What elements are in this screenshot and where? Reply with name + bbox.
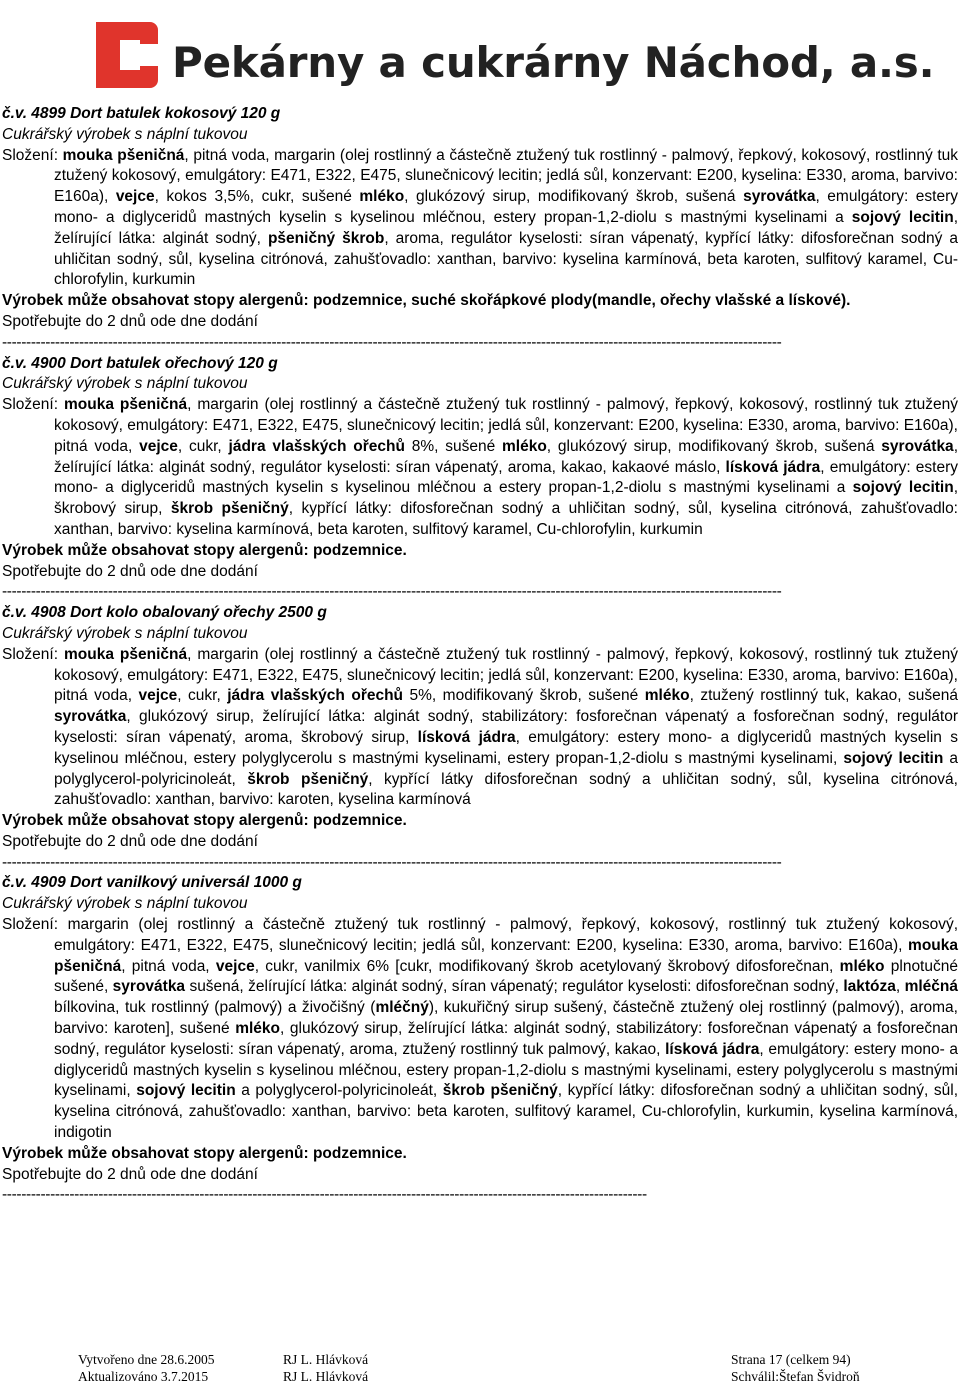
composition-text: , glukózový sirup, modifikovaný škrob, sušená [546,437,882,455]
allergen-term: mouka pšeničná [63,645,188,663]
product-composition [0,395,958,541]
allergen-term: vejce [139,437,178,455]
composition-text: , aroma, regulátor kyselosti: síran vápenatý, kypřící látky: difosforečnan sodný a uhličitan sodný, sůl, kyselina citrónová, zahušťovadlo: xanthan, barvivo: kyselina karmínová, beta karoten, sulfitový karamel, Cu-chlorofylin, kurkumin [54,229,958,289]
allergen-term: mléčná [904,978,958,996]
allergen-term: mléko [839,957,885,975]
product-expiry: Spotřebujte do 2 dnů ode dne dodání [2,832,258,850]
product-title: č.v. 4899 Dort batulek kokosový 120 g [2,105,281,122]
composition-text: , glukózový sirup, modifikovaný škrob, sušená [404,188,744,206]
composition-text: , margarin (olej rostlinný a částečně ztužený tuk rostlinný - palmový, řepkový, kokosový, rostlinný tuk ztužený kokosový, emulgátory: E471, E322, E475, slunečnicový lecitin; jedlá sůl, konzervant: E200, kyselina: E330, aroma, barvivo: E160a), pitná voda, [54,396,959,455]
allergen-term: vejce [115,188,155,206]
allergen-term: mléko [235,1020,281,1038]
allergen-term: mléko [359,188,405,206]
composition-text: 5%, modifikovaný škrob, sušené [403,687,645,705]
composition-text: 8%, sušené [404,437,502,455]
composition-text: , ztužený rostlinný tuk, kakao, sušená [689,687,958,705]
footer-author-updated: RJ L. Hlávková [283,1368,369,1384]
product-title: č.v. 4909 Dort vanilkový universál 1000 g [2,874,302,892]
allergen-term: lísková jádra [665,1040,760,1058]
composition-text: , [895,978,905,996]
composition-text: Složení: [2,146,63,164]
composition-text: , pitná voda, [121,957,216,975]
allergen-term: syrovátka [54,708,127,726]
composition-text: Složení: [2,396,64,414]
separator-line: -------------------------------------------------------------------------------------------------------------------------------------- [2,1186,647,1204]
product-entry [0,873,960,1206]
allergen-term: vejce [138,687,178,705]
product-expiry: Spotřebujte do 2 dnů ode dne dodání [2,562,258,580]
allergen-term: mouka pšeničná [62,146,185,164]
product-entry [0,354,960,604]
separator-line: ------------------------------------------------------------------------------------------------------------------------------------------------------------------ [2,853,782,871]
allergen-term: škrob pšeničný [442,1082,558,1100]
product-subtitle: Cukrářský výrobek s náplní tukovou [2,125,248,143]
footer-page-info [731,1352,860,1385]
composition-text: , cukr, vanilmix 6% [cukr, modifikovaný škrob acetylovaný škrobový difosforečnan, [254,957,840,975]
company-logo-icon [96,22,158,88]
composition-text: , cukr, [177,437,229,455]
composition-text: , pitná voda, margarin (olej rostlinný a částečně ztužený tuk rostlinný - palmový, řepkový, kokosový, rostlinný tuk ztužený kokosový, emulgátory: E471, E322, E475, slunečnicový lecitin; jedlá sůl, konzervant: E200, kyselina: E330, aroma, barvivo: E160a), [54,146,958,206]
allergen-term: syrovátka [881,437,954,455]
allergen-term: sojový lecitin [843,749,944,767]
composition-text: Složení: margarin (olej rostlinný a částečně ztužený tuk rostlinný - palmový, řepkový, kokosový, rostlinný tuk ztužený kokosový, emulgátory: E471, E322, E475, slunečnicový lecitin; jedlá sůl, konzervant: E200, kyselina: E330, aroma, barvivo: E160a), [2,916,958,954]
allergen-term: mouka pšeničná [63,396,188,414]
product-expiry: Spotřebujte do 2 dnů ode dne dodání [2,1165,258,1183]
product-title: č.v. 4908 Dort kolo obalovaný ořechy 2500 g [2,604,327,622]
product-composition [0,645,958,811]
product-allergens: Výrobek může obsahovat stopy alergenů: podzemnice. [2,541,407,559]
product-title: č.v. 4900 Dort batulek ořechový 120 g [2,354,278,372]
allergen-term: laktóza [843,978,896,996]
allergen-term: vejce [215,957,255,975]
allergen-term: lísková jádra [725,458,821,476]
product-expiry: Spotřebujte do 2 dnů ode dne dodání [2,312,258,330]
allergen-term: pšeničný škrob [267,229,385,247]
product-list [0,104,960,1206]
allergen-term: mléko [644,687,690,705]
allergen-term: škrob pšeničný [247,770,369,788]
footer-dates [78,1352,214,1385]
page-header [0,0,960,104]
composition-text: , emulgátory: estery mono- a diglyceridů mastných kyselin s kyselinou mléčnou, estery propan-1,2-diolu s mastnými kyselinami, estery polyglycerolu s mastnými kyselinami, [54,1040,959,1100]
separator-line: ------------------------------------------------------------------------------------------------------------------------------------------------------------------ [2,333,782,351]
composition-text: , emulgátory: estery mono- a diglyceridů mastných kyselin s kyselinou mléčnou, estery polyglycerolu s mastnými kyselinami, estery propan-1,2-diolu s mastnými kyselinami, [54,728,958,767]
product-entry [0,603,960,873]
product-subtitle: Cukrářský výrobek s náplní tukovou [2,624,248,642]
composition-text: , cukr, [177,687,228,705]
allergen-term: syrovátka [743,188,816,206]
separator-line: ------------------------------------------------------------------------------------------------------------------------------------------------------------------ [2,583,782,601]
composition-text: , kypřící látky difosforečnan sodný a uhličitan sodný, sůl, kyselina citrónová, zahušťovadlo: xanthan, barvivo: karoten, kyselina karmínová [54,770,958,809]
footer-author-created: RJ L. Hlávková [283,1352,369,1367]
composition-text: , kypřící látky: difosforečnan sodný a uhličitan sodný, sůl, kyselina citrónová, zahušťovadlo: xanthan, barvivo: kyselina karmínová, beta karoten, sulfitový karamel, Cu-chlorofylin, kurkumin [54,500,958,538]
allergen-term: sojový lecitin [136,1082,236,1100]
allergen-term: mléčný [375,999,429,1017]
footer-authors [283,1352,368,1385]
composition-text: plnotučné sušené, [54,957,958,996]
allergen-term: jádra vlašských ořechů [228,437,405,455]
composition-text: , margarin (olej rostlinný a částečně ztužený tuk rostlinný - palmový, řepkový, kokosový, rostlinný tuk ztužený kokosový, emulgátory: E471, E322, E475, slunečnicový lecitin; jedlá sůl, konzervant: E200, kyselina: E330, aroma, barvivo: E160a), pitná voda, [54,645,959,705]
company-name: Pekárny a cukrárny Náchod, a.s. [172,38,935,87]
footer-updated: Aktualizováno 3.7.2015 [78,1368,209,1384]
composition-text: , glukózový sirup, želírující látka: alginát sodný, stabilizátory: fosforečnan vápenatý a fosforečnan sodný, regulátor kyselosti: síran vápenatý, aroma, škrobový sirup, [54,708,958,746]
composition-text: , kypřící látky: difosforečnan sodný a uhličitan sodný, sůl, kyselina citrónová, zahušťovadlo: xanthan, barvivo: beta karoten, sulfitový karamel, Cu-chlorofylin, kurkumin, kyselina karmínová, indigotin [54,1082,958,1142]
composition-text: ), kukuřičný sirup sušený, částečně ztužený olej rostlinný (palmový), aroma, barvivo: karoten], sušené [54,999,958,1038]
composition-text: a polyglycerol-polyricinoleát, [235,1082,443,1100]
allergen-term: jádra vlašských ořechů [227,687,404,705]
composition-text: , emulgátory: estery mono- a diglyceridů mastných kyselin s kyselinou mléčnou, estery propan-1,2-diolu s mastnými kyselinami a [54,188,959,226]
allergen-term: mouka pšeničná [54,936,958,975]
composition-text: , želírující látka: alginát sodný, regulátor kyselosti: síran vápenatý, aroma, kakao, kakaové máslo, [54,437,958,476]
product-subtitle: Cukrářský výrobek s náplní tukovou [2,895,248,913]
composition-text: a polyglycerol-polyricinoleát, [54,749,959,788]
composition-text: , emulgátory: estery mono- a diglyceridů mastných kyselin s kyselinou mléčnou a estery propan-1,2-diolu s mastnými kyselinami a [54,458,959,497]
composition-text: , želírující látka: alginát sodný, [54,208,958,247]
composition-text: Složení: [2,645,64,663]
composition-text: bílkovina, tuk rostlinný (palmový) a živočišný ( [54,999,376,1017]
footer-page-number: Strana 17 (celkem 94) [731,1352,851,1367]
composition-text: , glukózový sirup, želírující látka: alginát sodný, stabilizátory: fosforečnan vápenatý a fosforečnan sodný, regulátor kyselosti: síran vápenatý, aroma, ztužený rostlinný tuk palmový, kakao, [54,1020,958,1058]
allergen-term: lísková jádra [417,728,516,746]
product-allergens: Výrobek může obsahovat stopy alergenů: podzemnice. [2,1144,407,1162]
product-allergens: Výrobek může obsahovat stopy alergenů: podzemnice, suché skořápkové plody(mandle, ořechy vlašské a lískové). [2,292,851,310]
composition-text: sušená, želírující látka: alginát sodný, síran vápenatý; regulátor kyselosti: difosforečnan sodný, [185,978,844,996]
allergen-term: syrovátka [112,978,186,996]
allergen-term: škrob pšeničný [170,500,289,518]
allergen-term: sojový lecitin [852,479,954,497]
composition-text: , škrobový sirup, [54,479,959,518]
product-subtitle: Cukrářský výrobek s náplní tukovou [2,375,248,393]
footer-created: Vytvořeno dne 28.6.2005 [78,1352,215,1367]
allergen-term: sojový lecitin [851,208,954,226]
product-composition [0,915,958,1144]
product-entry [0,104,960,354]
composition-text: , kokos 3,5%, cukr, sušené [154,188,360,206]
allergen-term: mléko [501,437,547,455]
product-allergens: Výrobek může obsahovat stopy alergenů: podzemnice. [2,812,407,830]
product-composition [0,146,958,292]
footer-approved: Schválil:Štefan Švidroň [731,1368,860,1384]
